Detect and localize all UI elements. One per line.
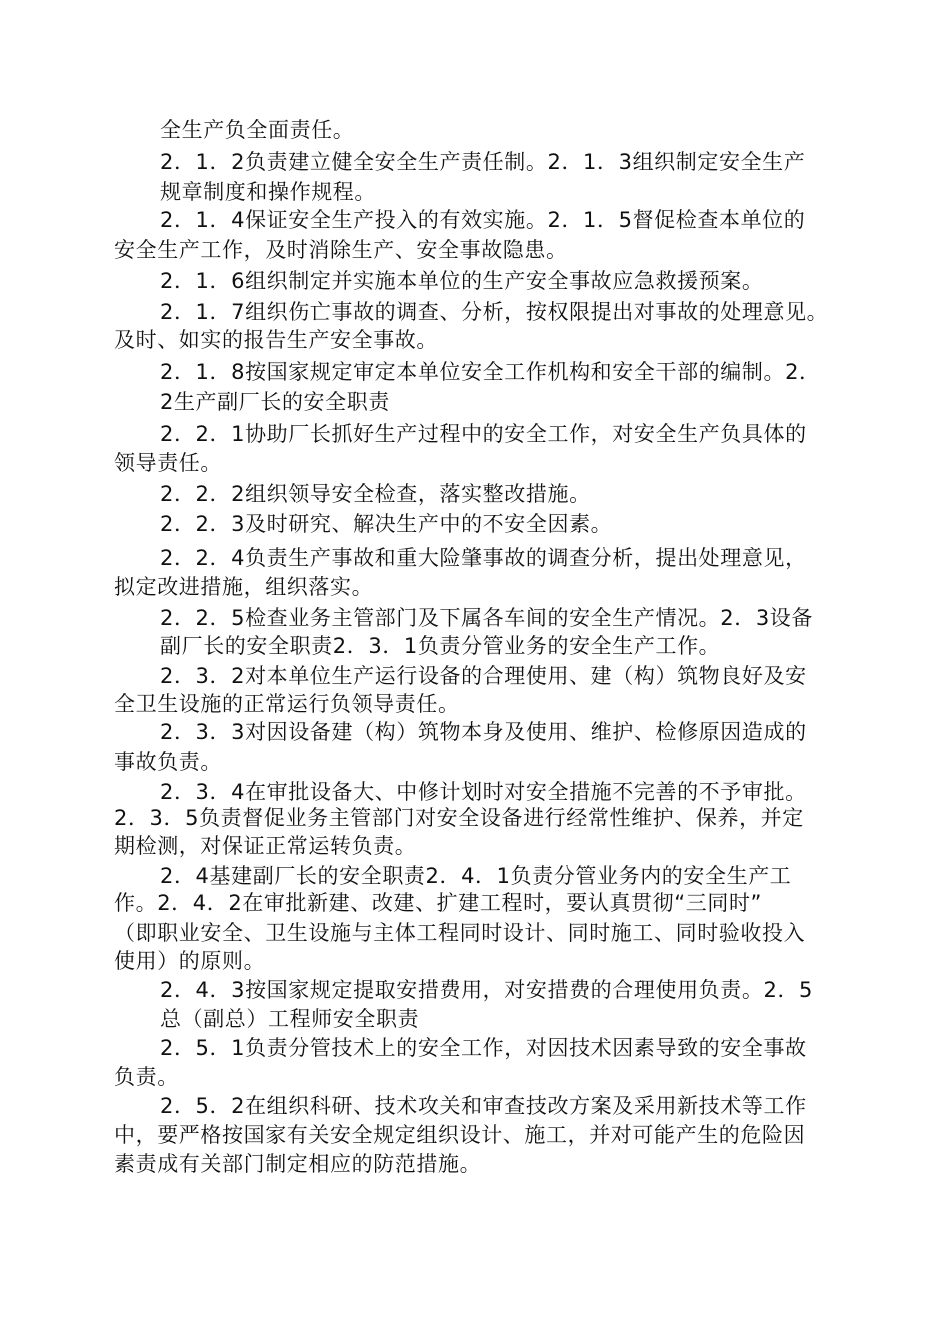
text-line-3: 规章制度和操作规程。 bbox=[160, 180, 376, 204]
text-line-22: 事故负责。 bbox=[114, 750, 222, 774]
text-line-21: 2．3．3对因设备建（构）筑物本身及使用、维护、检修原因造成的 bbox=[160, 720, 807, 744]
text-line-34: 2．5．2在组织科研、技术攻关和审查技改方案及采用新技术等工作 bbox=[160, 1094, 807, 1118]
text-line-14: 2．2．3及时研究、解决生产中的不安全因素。 bbox=[160, 512, 613, 536]
text-line-27: 作。2．4．2在审批新建、改建、扩建工程时，要认真贯彻“三同时” bbox=[114, 891, 763, 915]
text-line-10: 2生产副厂长的安全职责 bbox=[160, 390, 390, 414]
text-line-25: 期检测，对保证正常运转负责。 bbox=[114, 834, 417, 858]
text-line-1: 全生产负全面责任。 bbox=[160, 118, 355, 142]
text-line-20: 全卫生设施的正常运行负领导责任。 bbox=[114, 692, 460, 716]
text-line-5: 安全生产工作，及时消除生产、安全事故隐患。 bbox=[114, 238, 568, 262]
text-line-2: 2．1．2负责建立健全安全生产责任制。2．1．3组织制定安全生产 bbox=[160, 150, 806, 174]
text-line-7: 2．1．7组织伤亡事故的调查、分析，按权限提出对事故的处理意见。 bbox=[160, 300, 829, 324]
text-line-4: 2．1．4保证安全生产投入的有效实施。2．1．5督促检查本单位的 bbox=[160, 208, 806, 232]
text-line-26: 2．4基建副厂长的安全职责2．4．1负责分管业务内的安全生产工 bbox=[160, 864, 792, 888]
text-line-30: 2．4．3按国家规定提取安措费用，对安措费的合理使用负责。2．5 bbox=[160, 978, 814, 1002]
text-line-12: 领导责任。 bbox=[114, 451, 222, 475]
text-line-29: 使用）的原则。 bbox=[114, 949, 266, 973]
text-line-36: 素责成有关部门制定相应的防范措施。 bbox=[114, 1152, 482, 1176]
text-line-33: 负责。 bbox=[114, 1065, 179, 1089]
text-line-23: 2．3．4在审批设备大、中修计划时对安全措施不完善的不予审批。 bbox=[160, 780, 807, 804]
text-line-13: 2．2．2组织领导安全检查，落实整改措施。 bbox=[160, 482, 591, 506]
text-line-6: 2．1．6组织制定并实施本单位的生产安全事故应急救援预案。 bbox=[160, 269, 764, 293]
text-line-11: 2．2．1协助厂长抓好生产过程中的安全工作，对安全生产负具体的 bbox=[160, 422, 807, 446]
text-line-15: 2．2．4负责生产事故和重大险肇事故的调查分析，提出处理意见， bbox=[160, 546, 807, 570]
text-line-32: 2．5．1负责分管技术上的安全工作，对因技术因素导致的安全事故 bbox=[160, 1036, 807, 1060]
text-line-35: 中，要严格按国家有关安全规定组织设计、施工，并对可能产生的危险因 bbox=[114, 1123, 806, 1147]
text-line-8: 及时、如实的报告生产安全事故。 bbox=[114, 328, 438, 352]
text-line-24: 2．3．5负责督促业务主管部门对安全设备进行经常性维护、保养，并定 bbox=[114, 806, 804, 830]
text-line-18: 副厂长的安全职责2．3．1负责分管业务的安全生产工作。 bbox=[160, 634, 721, 658]
text-line-9: 2．1．8按国家规定审定本单位安全工作机构和安全干部的编制。2． bbox=[160, 360, 821, 384]
text-line-17: 2．2．5检查业务主管部门及下属各车间的安全生产情况。2．3设备 bbox=[160, 606, 814, 630]
text-line-28: （即职业安全、卫生设施与主体工程同时设计、同时施工、同时验收投入 bbox=[114, 921, 806, 945]
text-line-31: 总（副总）工程师安全职责 bbox=[160, 1007, 420, 1031]
text-line-16: 拟定改进措施，组织落实。 bbox=[114, 575, 374, 599]
text-line-19: 2．3．2对本单位生产运行设备的合理使用、建（构）筑物良好及安 bbox=[160, 664, 807, 688]
